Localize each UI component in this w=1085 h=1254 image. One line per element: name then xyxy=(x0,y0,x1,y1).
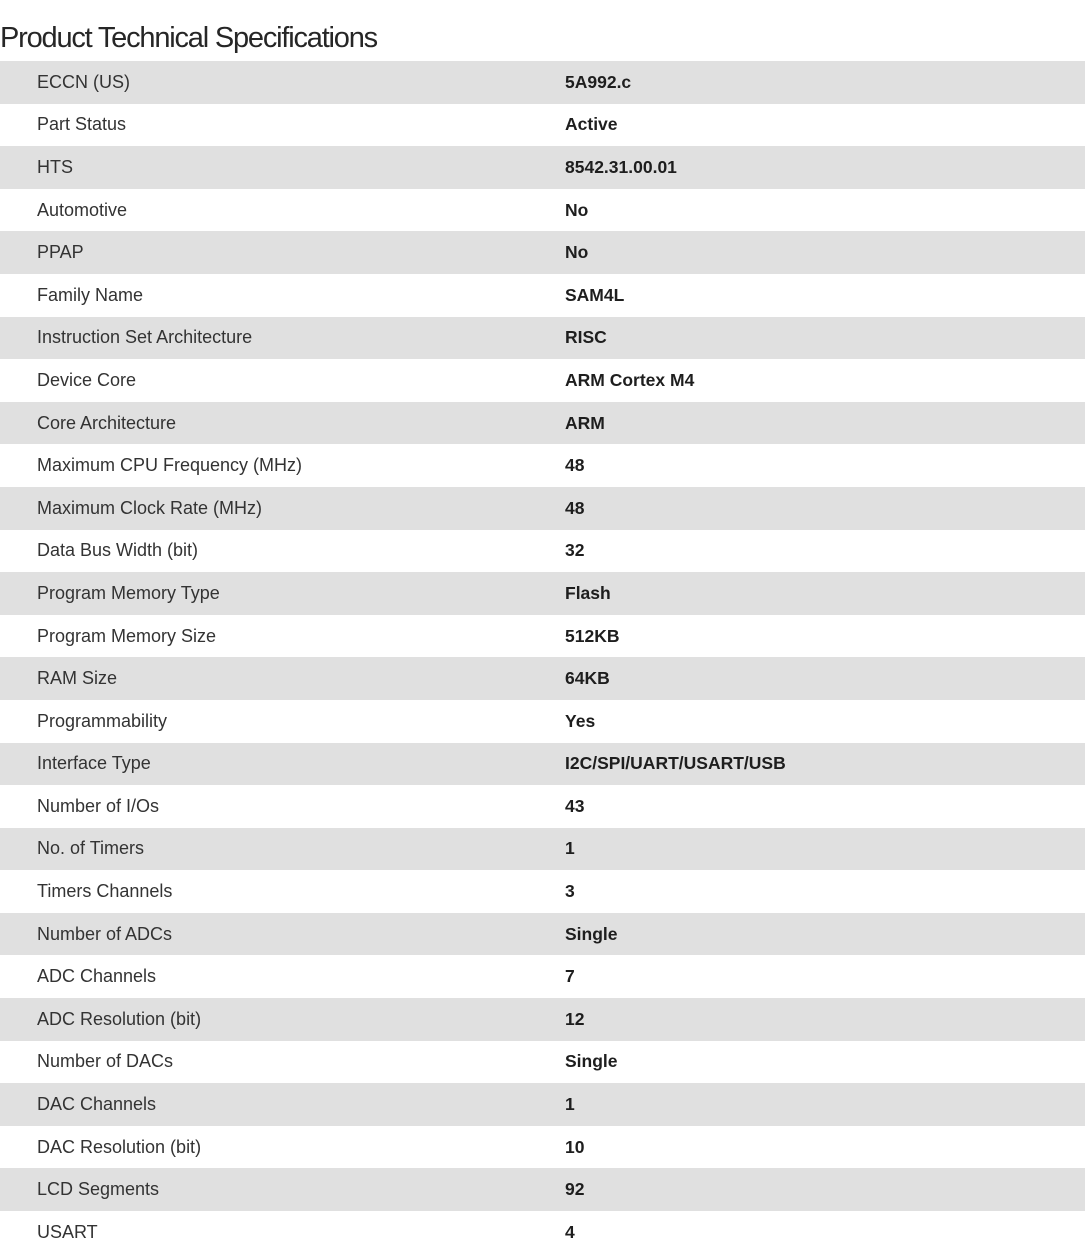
table-row xyxy=(0,615,1085,658)
spec-name-cell: DAC Resolution (bit) xyxy=(0,1126,565,1169)
spec-table-body xyxy=(0,61,1085,1254)
table-row xyxy=(0,998,1085,1041)
table-row xyxy=(0,1083,1085,1126)
table-row xyxy=(0,785,1085,828)
spec-name-cell: Program Memory Size xyxy=(0,615,565,658)
table-row xyxy=(0,104,1085,147)
spec-value-cell: ARM Cortex M4 xyxy=(565,359,1085,402)
table-row xyxy=(0,487,1085,530)
spec-value-cell: 43 xyxy=(565,785,1085,828)
table-row xyxy=(0,657,1085,700)
spec-name-cell: Programmability xyxy=(0,700,565,743)
spec-value-cell: 12 xyxy=(565,998,1085,1041)
spec-value-cell: 1 xyxy=(565,1083,1085,1126)
table-row xyxy=(0,743,1085,786)
spec-value-cell: 48 xyxy=(565,444,1085,487)
table-row xyxy=(0,146,1085,189)
table-row xyxy=(0,402,1085,445)
spec-name-cell: HTS xyxy=(0,146,565,189)
spec-value-cell: ARM xyxy=(565,402,1085,445)
spec-value-cell: RISC xyxy=(565,317,1085,360)
table-row xyxy=(0,1211,1085,1254)
table-row xyxy=(0,700,1085,743)
spec-name-cell: Number of I/Os xyxy=(0,785,565,828)
spec-value-cell: 48 xyxy=(565,487,1085,530)
spec-name-cell: Number of DACs xyxy=(0,1041,565,1084)
spec-value-cell: Yes xyxy=(565,700,1085,743)
spec-value-cell: 64KB xyxy=(565,657,1085,700)
spec-value-cell: 92 xyxy=(565,1168,1085,1211)
table-row xyxy=(0,1168,1085,1211)
table-row xyxy=(0,572,1085,615)
spec-value-cell: SAM4L xyxy=(565,274,1085,317)
spec-name-cell: Device Core xyxy=(0,359,565,402)
spec-value-cell: 4 xyxy=(565,1211,1085,1254)
page-title: Product Technical Specifications xyxy=(0,22,377,55)
spec-value-cell: 7 xyxy=(565,955,1085,998)
spec-name-cell: Maximum CPU Frequency (MHz) xyxy=(0,444,565,487)
spec-name-cell: Family Name xyxy=(0,274,565,317)
table-row xyxy=(0,231,1085,274)
spec-value-cell: 1 xyxy=(565,828,1085,871)
spec-name-cell: Core Architecture xyxy=(0,402,565,445)
spec-value-cell: 5A992.c xyxy=(565,61,1085,104)
table-row xyxy=(0,828,1085,871)
spec-name-cell: USART xyxy=(0,1211,565,1254)
table-row xyxy=(0,359,1085,402)
spec-name-cell: Timers Channels xyxy=(0,870,565,913)
spec-name-cell: Part Status xyxy=(0,104,565,147)
spec-name-cell: Data Bus Width (bit) xyxy=(0,530,565,573)
spec-name-cell: Number of ADCs xyxy=(0,913,565,956)
spec-value-cell: I2C/SPI/UART/USART/USB xyxy=(565,743,1085,786)
table-row xyxy=(0,530,1085,573)
spec-value-cell: 32 xyxy=(565,530,1085,573)
spec-name-cell: Automotive xyxy=(0,189,565,232)
spec-name-cell: LCD Segments xyxy=(0,1168,565,1211)
table-row xyxy=(0,955,1085,998)
spec-value-cell: 512KB xyxy=(565,615,1085,658)
table-row xyxy=(0,1126,1085,1169)
spec-name-cell: ECCN (US) xyxy=(0,61,565,104)
table-row xyxy=(0,274,1085,317)
spec-name-cell: DAC Channels xyxy=(0,1083,565,1126)
spec-value-cell: 3 xyxy=(565,870,1085,913)
table-row xyxy=(0,189,1085,232)
spec-value-cell: Active xyxy=(565,104,1085,147)
spec-name-cell: No. of Timers xyxy=(0,828,565,871)
spec-value-cell: 10 xyxy=(565,1126,1085,1169)
spec-value-cell: No xyxy=(565,231,1085,274)
spec-table xyxy=(0,61,1085,1254)
spec-value-cell: Single xyxy=(565,1041,1085,1084)
table-row xyxy=(0,317,1085,360)
spec-value-cell: Flash xyxy=(565,572,1085,615)
table-row xyxy=(0,870,1085,913)
spec-name-cell: PPAP xyxy=(0,231,565,274)
spec-name-cell: ADC Channels xyxy=(0,955,565,998)
spec-value-cell: 8542.31.00.01 xyxy=(565,146,1085,189)
spec-value-cell: Single xyxy=(565,913,1085,956)
table-row xyxy=(0,913,1085,956)
spec-name-cell: ADC Resolution (bit) xyxy=(0,998,565,1041)
spec-name-cell: Instruction Set Architecture xyxy=(0,317,565,360)
spec-value-cell: No xyxy=(565,189,1085,232)
spec-name-cell: Maximum Clock Rate (MHz) xyxy=(0,487,565,530)
table-row xyxy=(0,1041,1085,1084)
spec-name-cell: RAM Size xyxy=(0,657,565,700)
spec-name-cell: Program Memory Type xyxy=(0,572,565,615)
table-row xyxy=(0,61,1085,104)
spec-name-cell: Interface Type xyxy=(0,743,565,786)
table-row xyxy=(0,444,1085,487)
